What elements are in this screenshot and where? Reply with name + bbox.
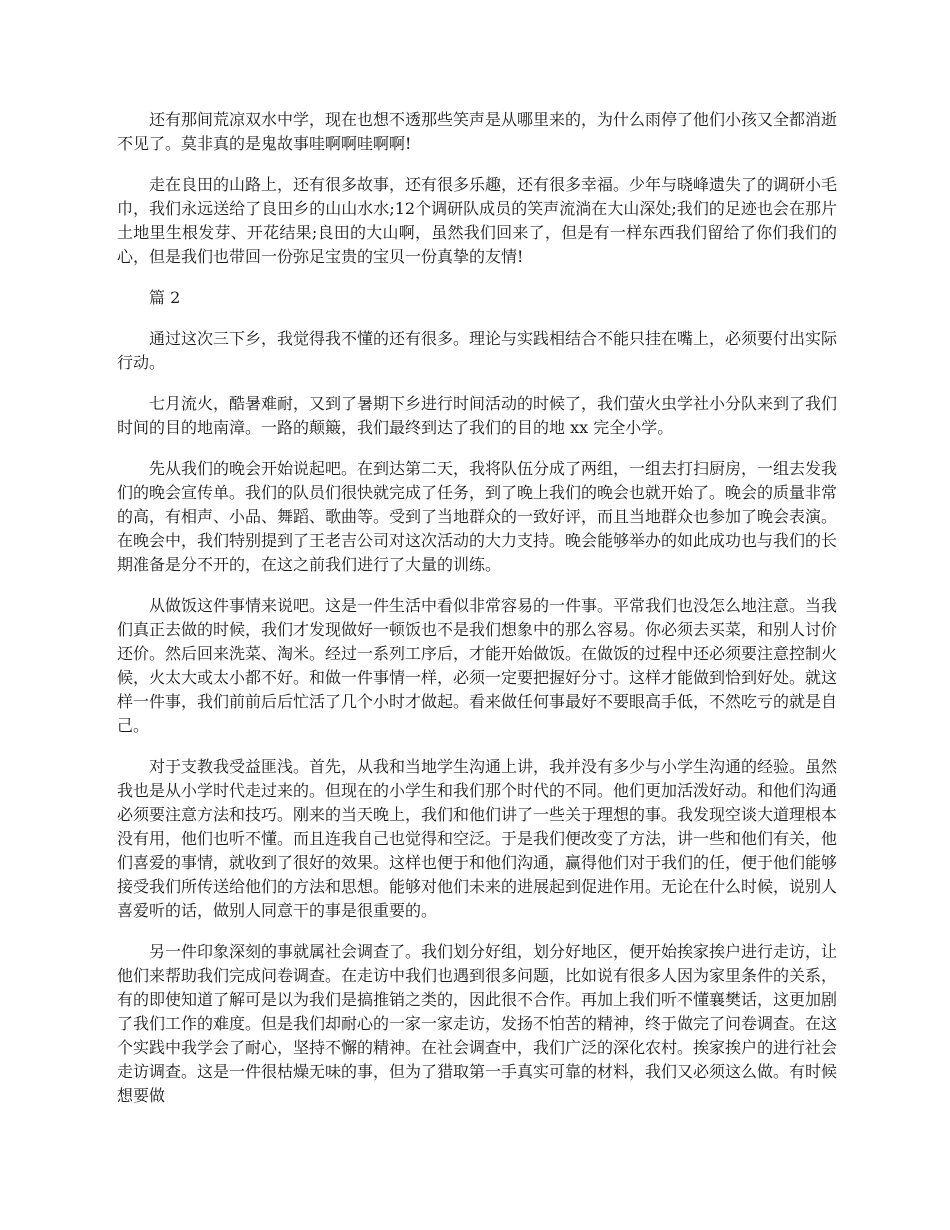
paragraph-3: 通过这次三下乡，我觉得我不懂的还有很多。理论与实践相结合不能只挂在嘴上，必须要付出实际行动。 [117, 329, 838, 372]
paragraph-4: 七月流火，酷暑难耐，又到了暑期下乡进行时间活动的时候了，我们萤火虫学社小分队来到了我们时间的目的地南漳。一路的颠簸，我们最终到达了我们的目的地 xx 完全小学。 [117, 394, 838, 437]
paragraph-5: 先从我们的晚会开始说起吧。在到达第二天，我将队伍分成了两组，一组去打扫厨房，一组去发我们的晚会宣传单。我们的队员们很快就完成了任务，到了晚上我们的晚会也就开始了。晚会的质量非常的高，有相声、小品、舞蹈、歌曲等。受到了当地群众的一致好评，而且当地群众也参加了晚会表演。在晚会中，我们特别提到了王老吉公司对这次活动的大力支持。晚会能够举办的如此成功也与我们的长期准备是分不开的，在这之前我们进行了大量的训练。 [117, 459, 838, 574]
paragraph-2: 走在良田的山路上，还有很多故事，还有很多乐趣，还有很多幸福。少年与晓峰遗失了的调研小毛巾，我们永远送给了良田乡的山山水水;12个调研队成员的笑声流淌在大山深处;我们的足迹也会在那片土地里生根发芽、开花结果;良田的大山啊，虽然我们回来了，但是有一样东西我们留给了你们我们的心，但是我们也带回一份弥足宝贵的宝贝一份真挚的友情! [117, 175, 838, 266]
paragraph-6: 从做饭这件事情来说吧。这是一件生活中看似非常容易的一件事。平常我们也没怎么地注意。当我们真正去做的时候，我们才发现做好一顿饭也不是我们想象中的那么容易。你必须去买菜，和别人讨价还价。然后回来洗菜、淘米。经过一系列工序后，才能开始做饭。在做饭的过程中还必须要注意控制火候，火太大或太小都不好。和做一件事情一样，必须一定要把握好分寸。这样才能做到恰到好处。就这样一件事，我们前前后后忙活了几个小时才做起。看来做任何事最好不要眼高手低，不然吃亏的就是自己。 [117, 596, 838, 735]
paragraph-1: 还有那间荒凉双水中学，现在也想不透那些笑声是从哪里来的，为什么雨停了他们小孩又全都消逝不见了。莫非真的是鬼故事哇啊啊哇啊啊! [117, 110, 838, 153]
document-body [117, 108, 837, 1125]
section-heading: 篇 2 [149, 288, 181, 307]
paragraph-7: 对于支教我受益匪浅。首先，从我和当地学生沟通上讲，我并没有多少与小学生沟通的经验。虽然我也是从小学时代走过来的。但现在的小学生和我们那个时代的不同。他们更加活泼好动。和他们沟通必须要注意方法和技巧。刚来的当天晚上，我们和他们讲了一些关于理想的事。我发现空谈大道理根本没有用，他们也听不懂。而且连我自己也觉得和空泛。于是我们便改变了方法，讲一些和他们有关，他们喜爱的事情，就收到了很好的效果。这样也便于和他们沟通，赢得他们对于我们的任，便于他们能够接受我们所传送给他们的方法和思想。能够对他们未来的进展起到促进作用。无论在什么时候，说别人喜爱听的话，做别人同意干的事是很重要的。 [117, 757, 838, 920]
paragraph-8: 另一件印象深刻的事就属社会调查了。我们划分好组，划分好地区，便开始挨家挨户进行走访，让他们来帮助我们完成问卷调查。在走访中我们也遇到很多问题，比如说有很多人因为家里条件的关系，有的即使知道了解可是以为我们是搞推销之类的，因此很不合作。再加上我们听不懂襄樊话，这更加剧了我们工作的难度。但是我们却耐心的一家一家走访，发扬不怕苦的精神，终于做完了问卷调查。在这个实践中我学会了耐心，坚持不懈的精神。在社会调查中，我们广泛的深化农村。挨家挨户的进行社会走访调查。这是一件很枯燥无味的事，但为了猎取第一手真实可靠的材料，我们又必须这么做。有时候想要做 [117, 942, 838, 1105]
